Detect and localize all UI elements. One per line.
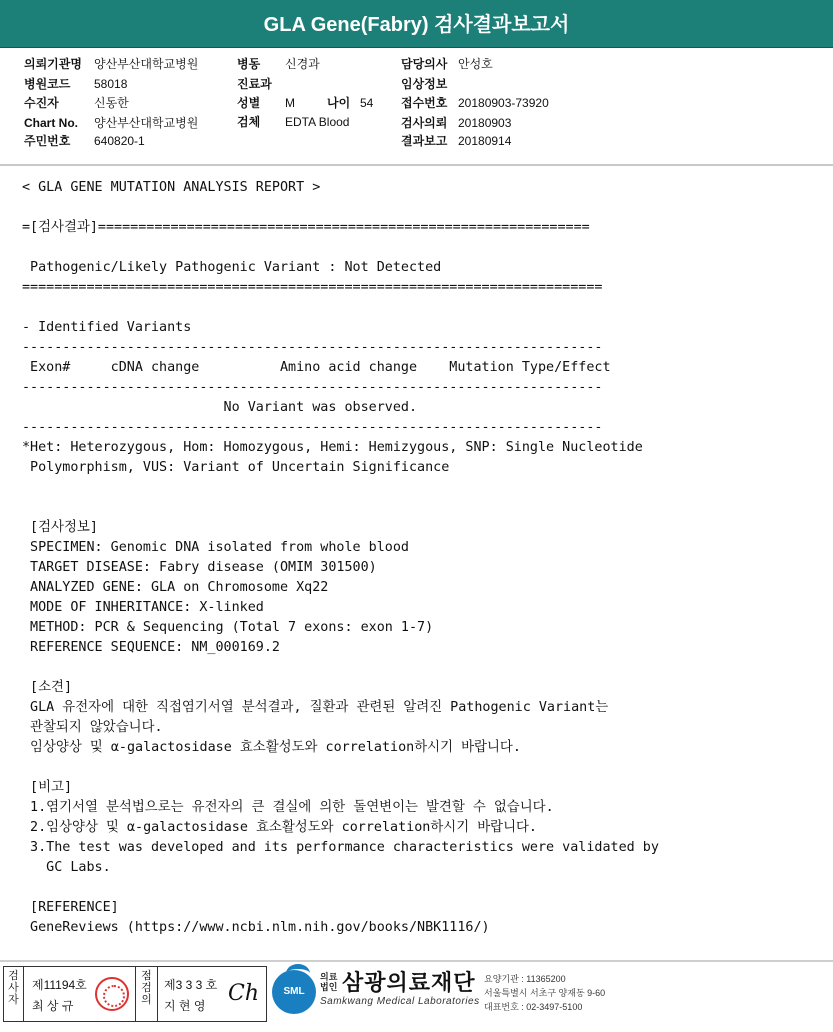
report-line: TARGET DISEASE: Fabry disease (OMIM 301500) xyxy=(22,560,377,575)
report-line: Polymorphism, VUS: Variant of Uncertain Significance xyxy=(22,460,450,475)
field-value: 20180914 xyxy=(458,134,512,148)
report-line xyxy=(22,198,822,218)
report-line: MODE OF INHERITANCE: X-linked xyxy=(22,600,264,615)
report-line xyxy=(22,658,822,678)
report-line: ------------------------------------------------------------------------ xyxy=(22,420,603,435)
header-field-clinic xyxy=(237,76,285,92)
inspector-label: 검사자 xyxy=(4,967,24,1021)
field-value: EDTA Blood xyxy=(285,115,350,129)
report-line: [REFERENCE] xyxy=(22,900,119,915)
report-line: GeneReviews (https://www.ncbi.nlm.nih.gov/books/NBK1116/) xyxy=(22,920,490,935)
report-line: ======================================================================== xyxy=(22,280,603,295)
field-value: 20180903 xyxy=(458,116,512,130)
report-line: SPECIMEN: Genomic DNA isolated from whole blood xyxy=(22,540,409,555)
report-line: Exon# cDNA change Amino acid change Mutation Type/Effect xyxy=(22,360,611,375)
inspector-number: 제11194호 xyxy=(32,978,87,992)
report-line: 2.임상양상 및 α-galactosidase 효소활성도와 correlation하시기 바랍니다. xyxy=(22,820,537,835)
field-key: 검체 xyxy=(237,115,261,129)
header-field-receipt-no xyxy=(401,95,549,111)
field-key: 담당의사 xyxy=(401,57,448,71)
field-key: 병원코드 xyxy=(24,77,71,91)
field-key: 의뢰기관명 xyxy=(24,57,82,71)
field-value: 54 xyxy=(360,96,374,110)
field-value: 20180903-73920 xyxy=(458,96,549,110)
reviewer-number: 제3 3 3 호 xyxy=(164,978,218,992)
org-prefix xyxy=(320,972,337,992)
org-prefix-line-1: 의료 xyxy=(320,972,338,982)
field-value: M xyxy=(285,96,295,110)
report-line: < GLA GENE MUTATION ANALYSIS REPORT > xyxy=(22,180,321,195)
field-value: 양산부산대학교병원 xyxy=(94,116,199,130)
header-field-requesting-org xyxy=(24,56,198,72)
report-line: METHOD: PCR & Sequencing (Total 7 exons: exon 1-7) xyxy=(22,620,434,635)
reviewer-name: 지 현 영 xyxy=(164,999,206,1013)
field-key: 임상정보 xyxy=(401,77,448,91)
report-line xyxy=(22,298,822,318)
org-name: 삼광의료재단 xyxy=(342,970,476,995)
report-line xyxy=(22,498,822,518)
report-line: - Identified Variants xyxy=(22,320,192,335)
signature-box xyxy=(3,966,267,1022)
field-value: 신경과 xyxy=(285,57,320,71)
org-english-name: Samkwang Medical Laboratories xyxy=(320,996,480,1007)
field-key: 결과보고 xyxy=(401,134,448,148)
field-key: 수진자 xyxy=(24,96,59,110)
field-value: 640820-1 xyxy=(94,134,145,148)
header-field-sex xyxy=(237,95,327,111)
report-line: 1.염기서열 분석법으로는 유전자의 큰 결실에 의한 돌연변이는 발견할 수 없습니다. xyxy=(22,800,554,815)
report-line xyxy=(22,238,822,258)
report-line: ------------------------------------------------------------------------ xyxy=(22,380,603,395)
field-value: 안성호 xyxy=(458,57,493,71)
report-line: =[검사결과]============================================================= xyxy=(22,220,590,235)
field-key: 병동 xyxy=(237,57,261,71)
header-field-hospital-code xyxy=(24,76,127,92)
report-line: 임상양상 및 α-galactosidase 효소활성도와 correlation하시기 바랍니다. xyxy=(22,740,521,755)
header-field-physician xyxy=(401,56,493,72)
header-field-request-date xyxy=(401,115,511,131)
report-line: REFERENCE SEQUENCE: NM_000169.2 xyxy=(22,640,280,655)
report-line: ------------------------------------------------------------------------ xyxy=(22,340,603,355)
lab-logo: SML xyxy=(272,970,316,1014)
report-line: Pathogenic/Likely Pathogenic Variant : Not Detected xyxy=(22,260,442,275)
report-body xyxy=(22,178,822,938)
field-key: 주민번호 xyxy=(24,134,71,148)
header-field-report-date xyxy=(401,133,511,149)
field-value: 신동한 xyxy=(94,96,129,110)
field-key: 검사의뢰 xyxy=(401,116,448,130)
inspector-name: 최 상 규 xyxy=(32,999,74,1013)
report-line xyxy=(22,758,822,778)
field-value: 58018 xyxy=(94,77,128,91)
header-field-specimen xyxy=(237,114,349,130)
report-title: GLA Gene(Fabry) 검사결과보고서 xyxy=(0,0,833,48)
header-field-chart-no xyxy=(24,115,198,131)
org-address: 서울특별시 서초구 양재동 9-60 xyxy=(484,988,606,998)
header-field-resident-no xyxy=(24,133,145,149)
footer-divider xyxy=(0,960,833,962)
reviewer-label: 점검의 xyxy=(136,967,158,1021)
field-value: 양산부산대학교병원 xyxy=(94,57,199,71)
report-line: [비고] xyxy=(22,780,73,795)
report-line: 3.The test was developed and its performance characteristics were validated by xyxy=(22,840,659,855)
report-line: [검사정보] xyxy=(22,520,98,535)
field-key: Chart No. xyxy=(24,116,78,130)
field-key: 진료과 xyxy=(237,77,272,91)
report-line xyxy=(22,478,822,498)
header-divider xyxy=(0,164,833,166)
header-field-clinical-info xyxy=(401,76,458,92)
header-field-ward xyxy=(237,56,320,72)
org-phone: 대표번호 : 02-3497-5100 xyxy=(484,1002,583,1012)
report-line: GC Labs. xyxy=(22,860,111,875)
report-line: [소견] xyxy=(22,680,73,695)
report-line: No Variant was observed. xyxy=(22,400,418,415)
report-header xyxy=(0,48,833,163)
header-field-age xyxy=(327,95,373,111)
inspector-cell xyxy=(4,967,136,1021)
report-line: ANALYZED GENE: GLA on Chromosome Xq22 xyxy=(22,580,329,595)
field-key: 접수번호 xyxy=(401,96,448,110)
report-line xyxy=(22,878,822,898)
field-key: 나이 xyxy=(327,96,351,110)
report-line: GLA 유전자에 대한 직접염기서열 분석결과, 질환과 관련된 알려진 Pathogenic Variant는 xyxy=(22,700,609,715)
org-code: 요양기관 : 11365200 xyxy=(484,974,566,984)
field-key: 성별 xyxy=(237,96,261,110)
report-line: 관찰되지 않았습니다. xyxy=(22,720,163,735)
org-prefix-line-2: 법인 xyxy=(320,982,338,992)
report-line: *Het: Heterozygous, Hom: Homozygous, Hemi: Hemizygous, SNP: Single Nucleotide xyxy=(22,440,643,455)
signature-mark: Ch xyxy=(228,981,260,1006)
header-field-patient xyxy=(24,95,129,111)
